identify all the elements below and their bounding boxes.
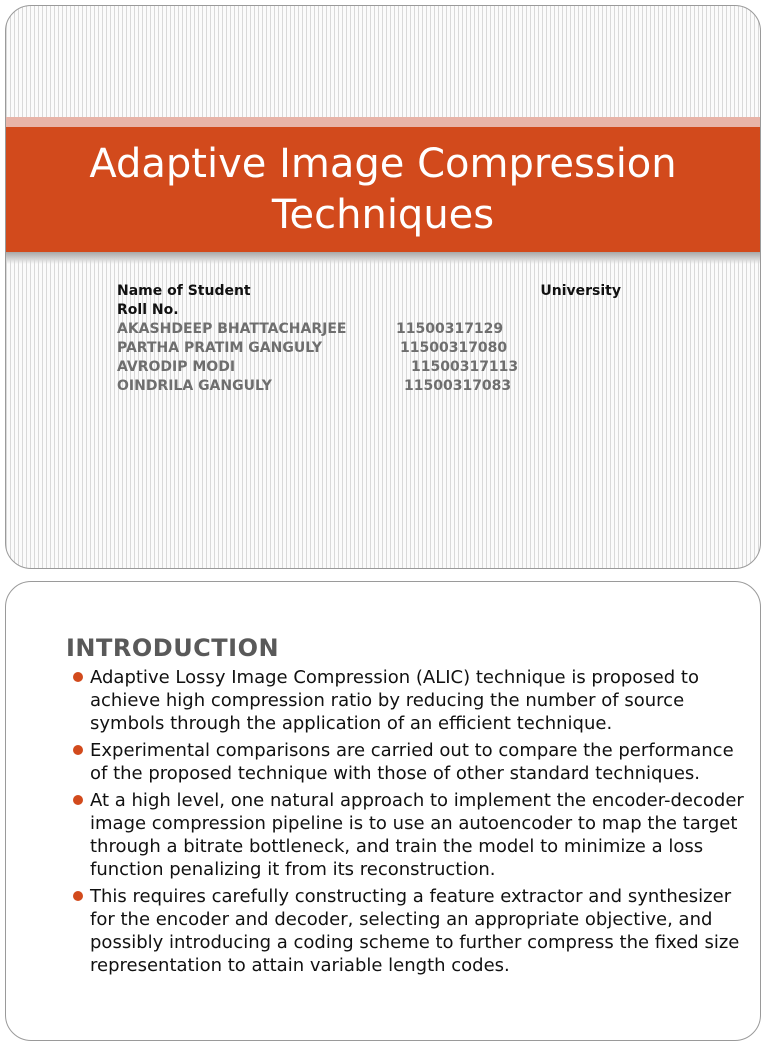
student-table bbox=[117, 282, 637, 396]
header-roll-no: Roll No. bbox=[117, 302, 179, 318]
student-row bbox=[117, 377, 637, 396]
bullet-dot-icon bbox=[73, 795, 83, 805]
student-table-header-line2 bbox=[117, 301, 637, 320]
student-roll: 11500317080 bbox=[400, 340, 508, 356]
title-band bbox=[6, 127, 760, 252]
bullet-dot-icon bbox=[73, 672, 83, 682]
student-table-header bbox=[117, 282, 637, 301]
introduction-slide bbox=[5, 581, 761, 1041]
bullet-item bbox=[70, 666, 746, 735]
header-name-of-student: Name of Student bbox=[117, 283, 251, 299]
bullet-text: Adaptive Lossy Image Compression (ALIC) technique is proposed to achieve high compression ratio by reducing the number of source symbols through the application of an efficient technique. bbox=[90, 667, 699, 734]
student-name: PARTHA PRATIM GANGULY bbox=[117, 340, 323, 356]
student-name: AKASHDEEP BHATTACHARJEE bbox=[117, 321, 347, 337]
introduction-heading: INTRODUCTION bbox=[66, 634, 280, 662]
bullet-text: At a high level, one natural approach to implement the encoder-decoder image compression pipeline is to use an autoencoder to map the target through a bitrate bottleneck, and train the model to minimize a loss function penalizing it from its reconstruction. bbox=[90, 790, 744, 880]
bullet-item bbox=[70, 789, 746, 881]
title-slide bbox=[5, 5, 761, 569]
student-row bbox=[117, 339, 637, 358]
student-roll: 11500317083 bbox=[404, 378, 512, 394]
title-band-accent bbox=[6, 117, 760, 127]
student-row bbox=[117, 358, 637, 377]
bullet-dot-icon bbox=[73, 891, 83, 901]
bullet-item bbox=[70, 885, 746, 977]
bullet-text: This requires carefully constructing a feature extractor and synthesizer for the encoder and decoder, selecting an appropriate objective, and possibly introducing a coding scheme to further compress the fixed size representation to attain variable length codes. bbox=[90, 886, 740, 976]
slide-title: Adaptive Image Compression Techniques bbox=[89, 141, 677, 238]
title-band-shadow bbox=[6, 252, 760, 264]
student-name: OINDRILA GANGULY bbox=[117, 378, 272, 394]
bullet-text: Experimental comparisons are carried out to compare the performance of the proposed technique with those of other standard techniques. bbox=[90, 740, 734, 784]
bullet-item bbox=[70, 739, 746, 785]
student-name: AVRODIP MODI bbox=[117, 359, 236, 375]
bullet-list bbox=[70, 666, 746, 981]
student-row bbox=[117, 320, 637, 339]
student-roll: 11500317129 bbox=[396, 321, 504, 337]
header-university: University bbox=[540, 283, 621, 299]
student-roll: 11500317113 bbox=[411, 359, 519, 375]
bullet-dot-icon bbox=[73, 745, 83, 755]
